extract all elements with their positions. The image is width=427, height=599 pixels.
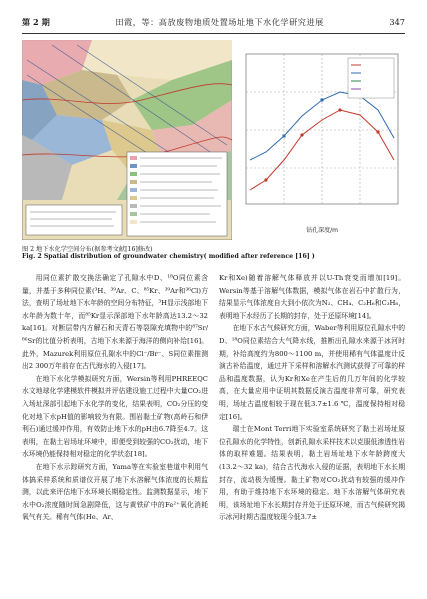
figure-caption-en: Fig. 2 Spatial distribution of groundwater chemistry( modified after reference [16] ): [22, 253, 315, 260]
paragraph: 用同位素扩散交换法确定了孔隙水中D、¹⁸O同位素含量，并基于多种同位素(³H、³⁹Ar、C、⁸⁵Kr、³⁹Ar和³⁶Cl)方法，查明了场址地下水年龄的空间分布特征，³H显示浅部地下水年龄为数十年，而⁸⁵Kr显示深部地下水年龄高达13.2～32 ka[16]。对断层带内方解石和天青石等裂隙充填物中的⁸⁷Sr/⁸⁶Sr的比值分析表明，古地下水来源于海洋的侧向补给[16]。此外，Mazurek利用原位孔隙水中的Cl⁻/Br⁻、S同位素推测出2 300万年前存在古代海水的入侵[17]。: [22, 274, 208, 371]
chart-x-axis-label: 钻孔深度/m: [306, 227, 338, 234]
paragraph: 瑞士在Mont Terri地下实验室系统研究了黏土岩场址原位孔隙水的化学特性，创新孔隙水采样技术以克服低渗透性岩体的取样难题。结果表明，黏土岩场址地下水年龄跨度大(13.2～32 ka)，结合古代海水入侵的证据，表明地下水长期封存，流动极为缓慢。黏土矿物对CO₂扰动有较强的缓冲作用，有助于维持地下水环境的稳定。地下水溶解气体研究表明，该场址地下水长期封存并处于还原环境，而古气候研究揭示冰河时期古温度较现今低3.7±: [219, 425, 405, 522]
paragraph: 在地下水化学模拟研究方面，Wersin等利用PHREEQC水文地球化学建模软件模拟并评估建设施工过程中大量CO₂进入场址深部引起地下水化学的变化，结果表明，CO₂分压的变化对地下水pH值的影响较为有限。围岩黏土矿物(高岭石和伊利石)通过缓冲作用，有效防止地下水的pH由6.7降至4.7。这表明，在黏土岩场址环境中，即便受到较强的CO₂扰动，地下水环境仍能保持相对稳定的化学状态[18]。: [22, 374, 208, 459]
figure-2: [22, 40, 405, 240]
paragraph: 在地下水古气候研究方面，Waber等利用原位孔隙水中的D、¹⁸O同位素结合大气降水线，推断出孔隙水来源于冰河时期，补给高度约为800～1100 m，并使用稀有气体温度计反演古补给温度，通过并下采样和溶解水汽测试获得了可靠的样品和温度数据，认为Kr和Xe在产生后的几万年间的化学较高，在大量应用中证明其数据反演古温度非常可靠，研究表明，场址古温度相较于现在低3.7±1.6 ℃，温度保持相对稳定[16]。: [219, 324, 405, 421]
body-column-right: [219, 272, 405, 524]
figure-caption-cn: 图 2 地下水化学空间分布(据参考文献[16]修改): [22, 246, 153, 253]
page-number: 347: [389, 17, 405, 27]
depth-profile-chart: [236, 40, 405, 240]
geologic-map: [22, 40, 232, 240]
paragraph: Kr和Xe)随着溶解气体释放并以U-Th衰变而增加[19]。Wersin等基于溶解气体数据，模拟气体在岩石中扩散行为，结果显示气体浓度自大到小依次为N₂、CH₄、C₂H₆和C₃H₈，表明地下水经历了长期的封存，处于还原环境[14]。: [219, 274, 405, 320]
running-header: [22, 14, 405, 34]
paragraph: 在地下水示踪研究方面，Yama等在实验室巷道中利用气体搞采样系统和质谱仪开展了地下水溶解气体浓度的长期监测，以此来评估地下水环境长期稳定性。监测数据显示，地下水中O₂浓度随时间急剧降低，这与黄铁矿中的Fe²⁺氧化消耗氧气有关。稀有气体(He、Ar、: [22, 462, 208, 522]
body-column-left: [22, 272, 208, 524]
issue-number: 第 2 期: [22, 16, 50, 27]
running-title: 田霞，等：高放废物地质处置场址地下水化学研究进展: [115, 16, 324, 27]
